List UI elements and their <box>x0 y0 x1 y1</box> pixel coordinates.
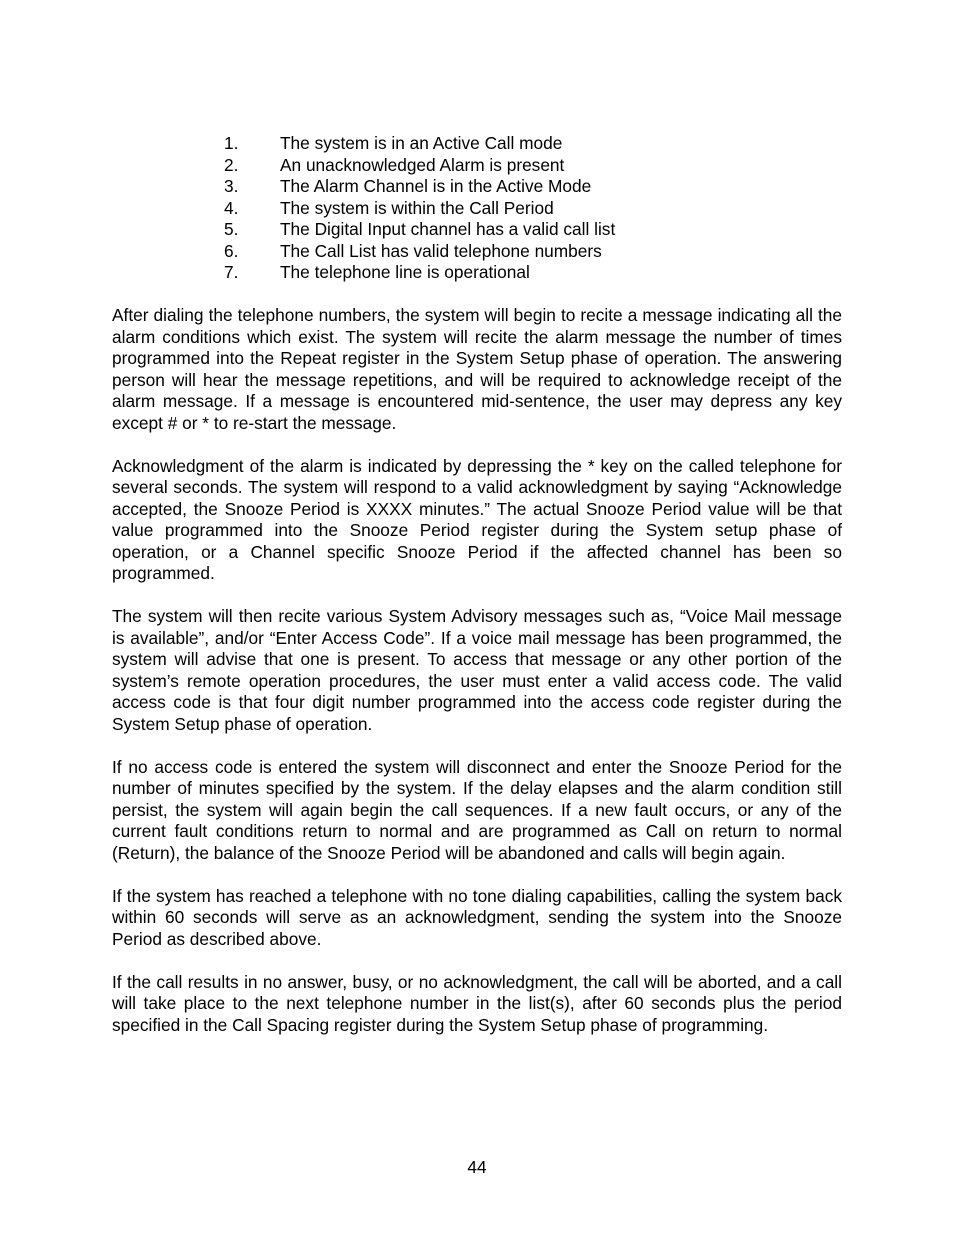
list-item-number: 7. <box>224 262 239 282</box>
paragraph-dialing: After dialing the telephone numbers, the system will begin to recite a message indicating all the alarm conditions which exist. The system will recite the alarm message the number of times programmed into the Repeat register in the System Setup phase of operation. The answering person will hear the message repetitions, and will be required to acknowledge receipt of the alarm message. If a message is encountered mid-sentence, the user may depress any key except # or * to re-start the message. <box>112 305 842 433</box>
paragraph-no-tone-dialing: If the system has reached a telephone with no tone dialing capabilities, calling the system back within 60 seconds will serve as an acknowledgment, sending the system into the Snooze Period as described above. <box>112 885 842 949</box>
list-item-text: The Call List has valid telephone numbers <box>280 240 602 261</box>
list-item <box>224 155 615 177</box>
list-item-number: 2. <box>224 154 239 175</box>
paragraph-call-aborted: If the call results in no answer, busy, or no acknowledgment, the call will be aborted, and a call will take place to the next telephone number in the list(s), after 60 seconds plus the period specified in the Call Spacing register during the System Setup phase of programming. <box>112 971 842 1035</box>
list-item <box>224 198 615 220</box>
list-item-text: An unacknowledged Alarm is present <box>280 154 565 175</box>
list-item <box>224 133 615 155</box>
list-item-number: 3. <box>224 176 239 196</box>
paragraph-acknowledgment: Acknowledgment of the alarm is indicated by depressing the * key on the called telephone for several seconds. The system will respond to a valid acknowledgment by saying “Acknowledge accepted, the Snooze Period is XXXX minutes.” The actual Snooze Period value will be that value programmed into the Snooze Period register during the System setup phase of operation, or a Channel specific Snooze Period if the affected channel has been so programmed. <box>112 455 842 583</box>
list-item-text: The Digital Input channel has a valid call list <box>280 219 616 239</box>
list-item <box>224 262 615 284</box>
page-number: 44 <box>467 1157 487 1177</box>
list-item-number: 1. <box>224 133 239 153</box>
list-item-text: The system is within the Call Period <box>280 197 554 218</box>
paragraph-advisory-messages: The system will then recite various System Advisory messages such as, “Voice Mail message is available”, and/or “Enter Access Code”. If a voice mail message has been programmed, the system will advise that one is present. To access that message or any other portion of the system’s remote operation procedures, the user must enter a valid access code. The valid access code is that four digit number programmed into the access code register during the System Setup phase of operation. <box>112 606 842 734</box>
list-item-text: The Alarm Channel is in the Active Mode <box>280 176 592 196</box>
list-item-number: 4. <box>224 197 239 218</box>
list-item-number: 6. <box>224 240 239 261</box>
paragraph-no-access-code: If no access code is entered the system will disconnect and enter the Snooze Period for the number of minutes specified by the system. If the delay elapses and the alarm condition still persist, the system will again begin the call sequences. If a new fault occurs, or any of the current fault conditions return to normal and are programmed as Call on return to normal (Return), the balance of the Snooze Period will be abandoned and calls will begin again. <box>112 756 842 863</box>
body-text <box>112 305 842 1058</box>
list-item-text: The telephone line is operational <box>280 262 530 282</box>
list-item-text: The system is in an Active Call mode <box>280 133 563 153</box>
list-item <box>224 219 615 241</box>
condition-list <box>224 133 615 284</box>
list-item <box>224 176 615 198</box>
list-item <box>224 241 615 263</box>
list-item-number: 5. <box>224 219 239 239</box>
